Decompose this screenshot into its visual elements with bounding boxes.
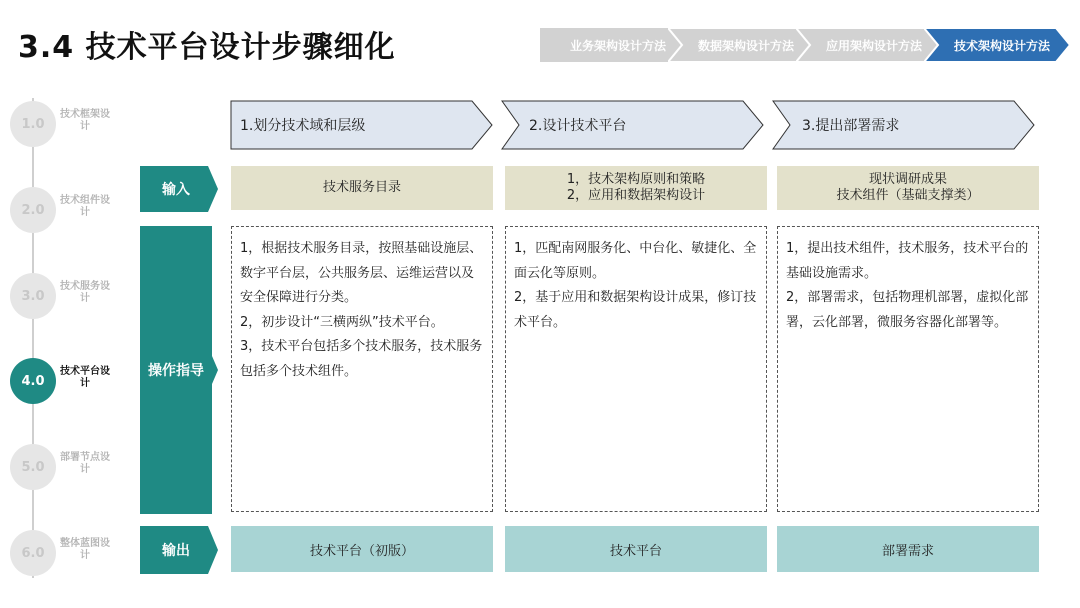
breadcrumb-business-architecture[interactable] bbox=[540, 28, 686, 62]
timeline-step-6[interactable] bbox=[10, 530, 130, 578]
breadcrumb-application-architecture[interactable] bbox=[796, 28, 942, 62]
row-header-label: 操作指导 bbox=[148, 363, 204, 379]
output-cell-3: 部署需求 bbox=[777, 526, 1039, 572]
step-arrow-label: 3.提出部署需求 bbox=[802, 118, 900, 134]
output-cell-1: 技术平台（初版） bbox=[231, 526, 493, 572]
step-arrow-label: 1.划分技术域和层级 bbox=[240, 118, 366, 134]
operation-item: 2，部署需求，包括物理机部署，虚拟化部署，云化部署，微服务容器化部署等。 bbox=[786, 290, 1029, 330]
step-number: 2.0 bbox=[10, 187, 56, 233]
step-label: 技术平台设计 bbox=[60, 366, 110, 389]
breadcrumb-label: 数据架构设计方法 bbox=[697, 38, 794, 53]
timeline-step-2[interactable] bbox=[10, 187, 130, 235]
operation-item: 1，提出技术组件，技术服务，技术平台的基础设施需求。 bbox=[786, 241, 1029, 281]
operation-item: 2，基于应用和数据架构设计成果，修订技术平台。 bbox=[514, 290, 757, 330]
step-number: 4.0 bbox=[10, 358, 56, 404]
step-label: 部署节点设计 bbox=[60, 452, 110, 475]
input-line: 技术服务目录 bbox=[322, 180, 401, 195]
row-header-output bbox=[140, 526, 220, 574]
breadcrumb-label: 业务架构设计方法 bbox=[569, 38, 666, 53]
timeline-step-5[interactable] bbox=[10, 444, 130, 492]
step-label: 技术框架设计 bbox=[60, 109, 110, 132]
step-number: 6.0 bbox=[10, 530, 56, 576]
input-line: 技术组件（基础支撑类） bbox=[836, 188, 980, 203]
step-arrow-label: 2.设计技术平台 bbox=[529, 118, 627, 134]
timeline-step-3[interactable] bbox=[10, 273, 130, 321]
operation-item: 1，匹配南网服务化、中台化、敏捷化、全面云化等原则。 bbox=[514, 241, 757, 281]
step-label: 技术组件设计 bbox=[60, 195, 110, 218]
operation-item: 2，初步设计“三横两纵”技术平台。 bbox=[240, 314, 444, 330]
step-label: 整体蓝图设计 bbox=[60, 538, 110, 561]
row-header-input bbox=[140, 166, 220, 212]
row-header-label: 输入 bbox=[162, 182, 190, 198]
step-number: 5.0 bbox=[10, 444, 56, 490]
input-line: 2，应用和数据架构设计 bbox=[566, 188, 706, 203]
input-cell-3 bbox=[777, 166, 1039, 210]
breadcrumb-label: 技术架构设计方法 bbox=[953, 38, 1050, 53]
step-number: 1.0 bbox=[10, 101, 56, 147]
timeline-step-4[interactable] bbox=[10, 358, 130, 406]
step-label: 技术服务设计 bbox=[60, 281, 110, 304]
breadcrumb-technical-architecture[interactable] bbox=[924, 28, 1070, 62]
step-arrow-1 bbox=[230, 100, 494, 150]
operation-item: 3，技术平台包括多个技术服务，技术服务包括多个技术组件。 bbox=[240, 339, 483, 379]
step-arrow-3 bbox=[772, 100, 1036, 150]
input-line: 1，技术架构原则和策略 bbox=[566, 172, 706, 187]
operation-cell-3 bbox=[777, 226, 1039, 512]
input-line: 现状调研成果 bbox=[868, 172, 947, 187]
row-header-operation bbox=[140, 226, 220, 514]
operation-cell-2 bbox=[505, 226, 767, 512]
breadcrumb bbox=[540, 28, 1072, 62]
output-cell-2: 技术平台 bbox=[505, 526, 767, 572]
timeline-step-1[interactable] bbox=[10, 101, 130, 149]
input-cell-2 bbox=[505, 166, 767, 210]
operation-cell-1 bbox=[231, 226, 493, 512]
breadcrumb-data-architecture[interactable] bbox=[668, 28, 814, 62]
breadcrumb-label: 应用架构设计方法 bbox=[825, 38, 922, 53]
step-arrow-2 bbox=[501, 100, 765, 150]
step-number: 3.0 bbox=[10, 273, 56, 319]
input-cell-1 bbox=[231, 166, 493, 210]
operation-item: 1，根据技术服务目录，按照基础设施层、数字平台层，公共服务层、运维运营以及安全保障进行分类。 bbox=[240, 241, 483, 305]
row-header-label: 输出 bbox=[162, 543, 190, 559]
page-title: 3.4 技术平台设计步骤细化 bbox=[18, 30, 396, 65]
timeline-line bbox=[32, 98, 34, 578]
